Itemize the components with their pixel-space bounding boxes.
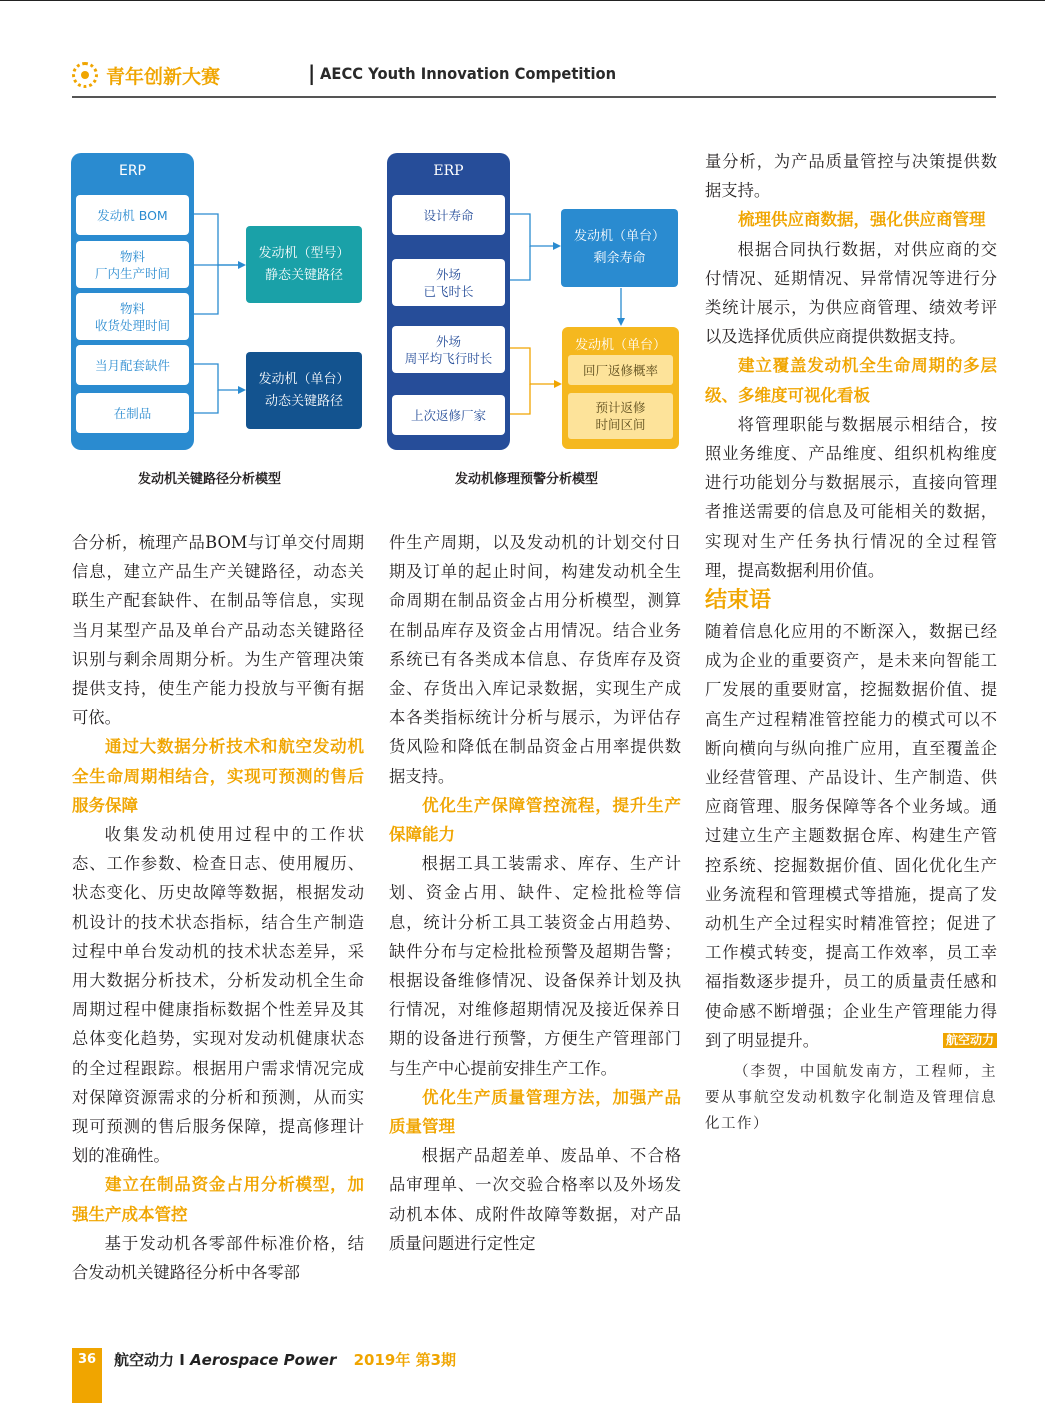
- col3-paragraph-2: 根据合同执行数据，对供应商的交付情况、延期情况、异常情况等进行分类统计展示，为供应商管理、绩效考评以及选择优质供应商提供数据支持。: [705, 239, 997, 347]
- header-title-cn: 青年创新大赛: [106, 66, 221, 88]
- erp-item-material-production-time: 物料 厂内生产时间: [76, 241, 189, 288]
- conclusion-title: 结束语: [705, 588, 772, 614]
- erp-item-last-repair-factory: 上次返修厂家: [392, 395, 505, 435]
- footer-magazine-info: [114, 1349, 456, 1370]
- author-note: （李贺，中国航发南方，工程师，主要从事航空发动机数字化制造及管理信息化工作）: [705, 1064, 997, 1133]
- col1-paragraph-1: 合分析，梳理产品BOM与订单交付周期信息，建立产品生产关键路径，动态关联生产配套缺件、在制品等信息，实现当月某型产品及单台产品动态关键路径识别与剩余周期分析。为生产管理决策提供支持，使生产能力投放与平衡有据可依。: [72, 533, 364, 728]
- header-title-en: AECC Youth Innovation Competition: [320, 64, 617, 83]
- col2-paragraph-3: 根据产品超差单、废品单、不合格品审理单、一次交验合格率以及外场发动机本体、成附件故障等数据，对产品质量问题进行定性定: [389, 1146, 681, 1253]
- col1-heading-1: 通过大数据分析技术和航空发动机全生命周期相结合，实现可预测的售后服务保障: [72, 737, 364, 815]
- col2-heading-2: 优化生产质量管理方法，加强产品质量管理: [389, 1087, 681, 1137]
- text-column-2: [389, 528, 681, 1258]
- erp-item-flight-hours: 外场 已飞时长: [392, 259, 505, 306]
- erp-item-avg-weekly-flight: 外场 周平均飞行时长: [392, 326, 505, 373]
- remaining-life-box: 发动机（单台） 剩余寿命: [561, 209, 678, 287]
- return-probability-item: 回厂返修概率: [568, 355, 673, 385]
- col1-paragraph-2: 收集发动机使用过程中的工作状态、工作参数、检查日志、使用履历、状态变化、历史故障等数据，根据发动机设计的技术状态指标，结合生产制造过程中单台发动机的技术状态差异，采用大数据分析技术，分析发动机全生命周期过程中健康指标数据个性差异及其总体变化趋势，实现对发动机健康状态的全过程跟踪。根据用户需求情况完成对保障资源需求的分析和预测，从而实现可预测的售后服务保障，提高修理计划的准确性。: [72, 825, 364, 1166]
- dynamic-critical-path-box: 发动机（单台） 动态关键路径: [246, 352, 362, 429]
- col3-heading-2: 建立覆盖发动机全生命周期的多层级、多维度可视化看板: [705, 356, 997, 405]
- magazine-end-badge: 航空动力: [943, 1033, 997, 1048]
- erp-item-monthly-shortage: 当月配套缺件: [76, 345, 189, 385]
- text-column-3: [705, 147, 997, 1137]
- footer-magazine-cn: 航空动力: [114, 1351, 175, 1369]
- header-separator: |: [308, 61, 316, 85]
- erp-panel-1-title: ERP: [118, 163, 146, 179]
- col2-paragraph-2: 根据工具工装需求、库存、生产计划、资金占用、缺件、定检批检等信息，统计分析工具工装资金占用趋势、缺件分布与定检批检预警及超期告警；根据设备维修情况、设备保养计划及执行情况，对维修超期情况及接近保养日期的设备进行预警，方便生产管理部门与生产中心提前安排生产工作。: [389, 854, 681, 1078]
- erp-item-design-life: 设计寿命: [392, 195, 505, 235]
- col2-heading-1: 优化生产保障管控流程，提升生产保障能力: [389, 795, 681, 845]
- text-column-1: [72, 528, 364, 1287]
- repair-time-interval-item: 预计返修 时间区间: [568, 393, 673, 439]
- erp-item-material-receipt-time: 物料 收货处理时间: [76, 293, 189, 340]
- col3-paragraph-1: 量分析，为产品质量管控与决策提供数据支持。: [705, 152, 997, 201]
- repair-warning-panel: [562, 327, 679, 449]
- static-critical-path-box: 发动机（型号） 静态关键路径: [246, 226, 362, 303]
- critical-path-diagram: [0, 0, 380, 500]
- footer-separator: I: [179, 1351, 185, 1369]
- col1-heading-2: 建立在制品资金占用分析模型，加强生产成本管控: [72, 1175, 364, 1224]
- col2-paragraph-1: 件生产周期，以及发动机的计划交付日期及订单的起止时间，构建发动机全生命周期在制品资金占用分析模型，测算在制品库存及资金占用情况。结合业务系统已有各类成本信息、存货库存及资金、存货出入库记录数据，实现生产成本各类指标统计分析与展示，为评估存货风险和降低在制品资金占用率提供数据支持。: [389, 533, 681, 786]
- erp-item-wip: 在制品: [76, 393, 189, 433]
- page-number: 36: [77, 1352, 97, 1367]
- erp-panel-2-title: ERP: [433, 163, 464, 179]
- footer-issue: 2019年 第3期: [353, 1351, 457, 1369]
- erp-item-engine-bom: 发动机 BOM: [76, 195, 189, 235]
- conclusion-paragraph: 随着信息化应用的不断深入，数据已经成为企业的重要资产，是未来向智能工厂发展的重要财富，挖掘数据价值、提高生产过程精准管控能力的模式可以不断向横向与纵向推广应用，直至覆盖企业经营管理、产品设计、生产制造、供应商管理、服务保障等各个业务域。通过建立生产主题数据仓库、构建生产管控系统、挖掘数据价值、固化优化生产业务流程和管理模式等措施，提高了发动机生产全过程实时精准管控；促进了工作模式转变，提高工作效率，员工幸福指数逐步提升，员工的质量责任感和使命感不断增强；企业生产管理能力得到了明显提升。 航空动力: [705, 622, 997, 1050]
- diagram1-caption: 发动机关键路径分析模型: [138, 472, 282, 487]
- col3-paragraph-3: 将管理职能与数据展示相结合，按照业务维度、产品维度、组织机构维度进行功能划分与数据展示，直接向管理者推送需要的信息及可能相关的数据，实现对生产任务执行情况的全过程管理，提高数据利用价值。: [705, 414, 997, 580]
- col3-heading-1: 梳理供应商数据，强化供应商管理: [738, 210, 986, 230]
- repair-warning-title: 发动机（单台）: [574, 338, 666, 353]
- footer-magazine-en: Aerospace Power: [190, 1351, 337, 1369]
- col1-paragraph-3: 基于发动机各零部件标准价格，结合发动机关键路径分析中各零部: [72, 1233, 364, 1283]
- diagram2-caption: 发动机修理预警分析模型: [455, 472, 599, 487]
